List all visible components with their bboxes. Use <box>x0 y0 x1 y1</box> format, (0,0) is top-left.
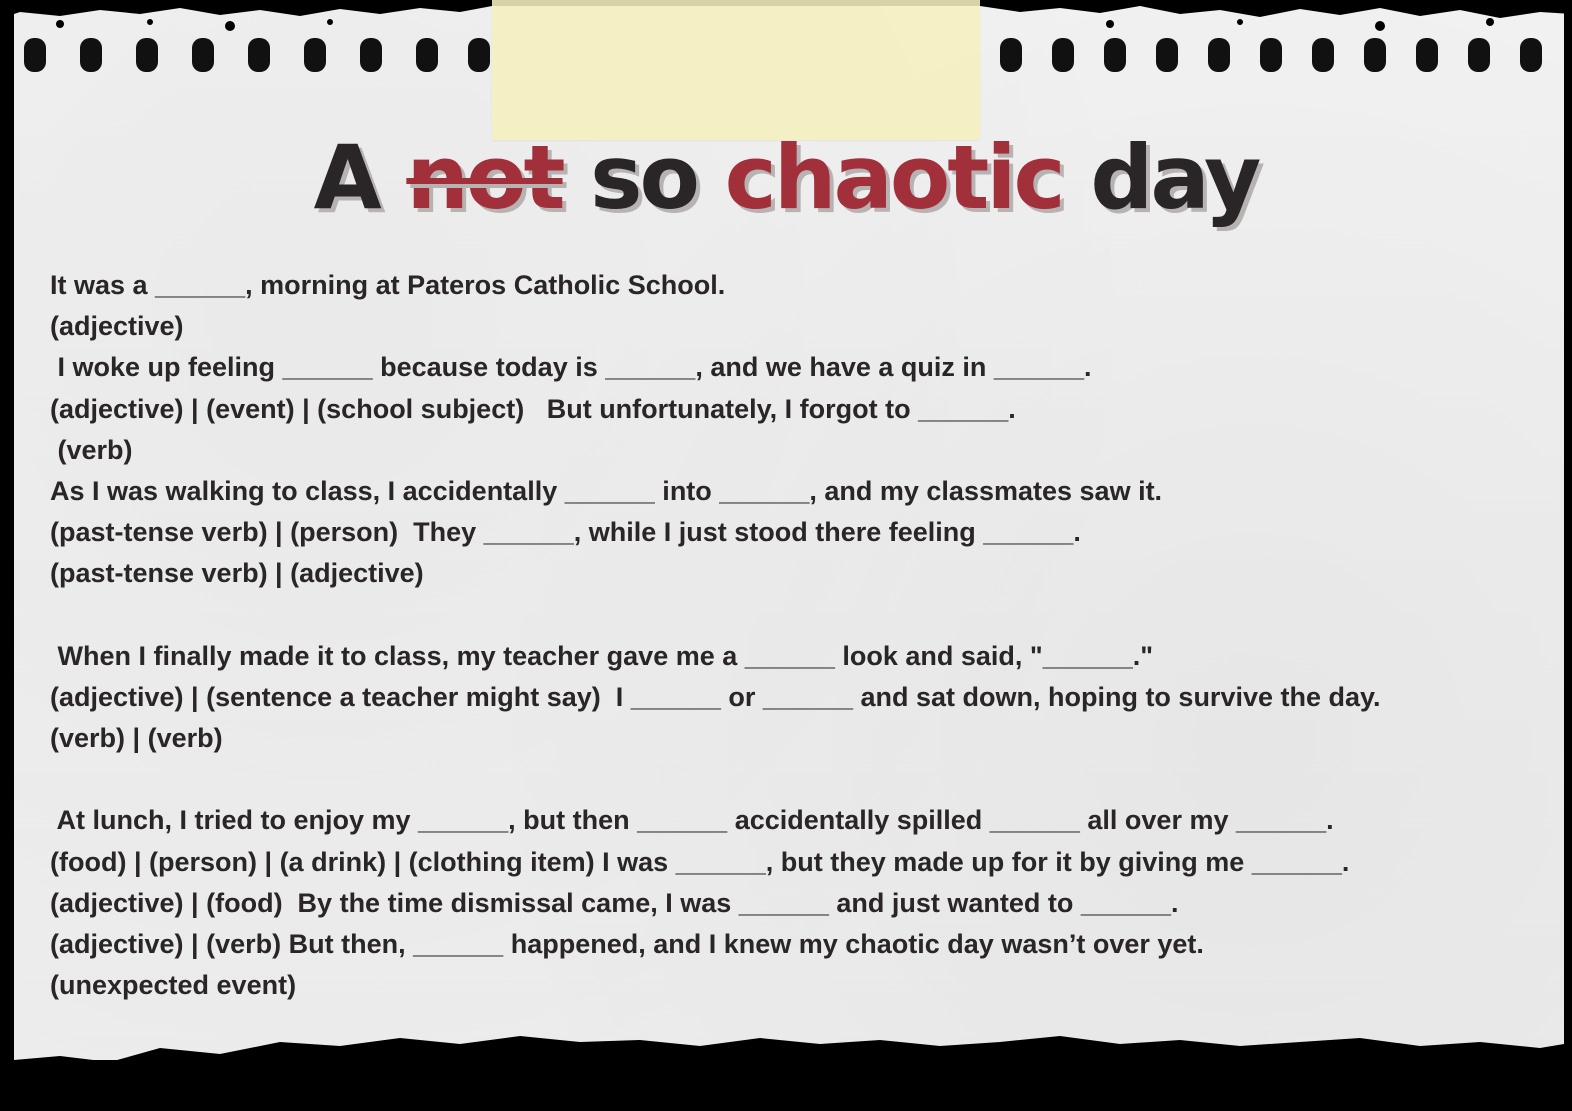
worksheet-title <box>0 128 1572 228</box>
title-word-a: A <box>313 126 379 229</box>
story-line: (adjective) | (verb) But then, ______ happened, and I knew my chaotic day wasn’t over yet. <box>50 929 1204 959</box>
torn-bottom-edge <box>0 1020 1572 1111</box>
story-line: I woke up feeling ______ because today is ______, and we have a quiz in ______. <box>50 352 1092 383</box>
story-line: When I finally made it to class, my teacher gave me a ______ look and said, "______." <box>50 640 1154 671</box>
story-line: (unexpected event) <box>50 970 297 1001</box>
story-line: (adjective) | (event) | (school subject) But unfortunately, I forgot to ______. <box>50 393 1016 424</box>
story-line: (past-tense verb) | (person) They ______, while I just stood there feeling ______. <box>50 517 1081 548</box>
story-line: (adjective) <box>50 311 184 342</box>
title-word-day: day <box>1090 126 1259 229</box>
story-line: It was a ______, morning at Pateros Catholic School. <box>50 270 726 300</box>
story-line: (food) | (person) | (a drink) | (clothing item) I was ______, but they made up for it by giving me ______. <box>50 846 1350 877</box>
story-line: (past-tense verb) | (adjective) <box>50 558 424 589</box>
story-line <box>50 759 1550 800</box>
story-line: As I was walking to class, I accidentally ______ into ______, and my classmates saw it. <box>50 475 1163 506</box>
story-line: (verb) | (verb) <box>50 723 223 754</box>
story-line: At lunch, I tried to enjoy my ______, but then ______ accidentally spilled ______ all over my ______. <box>50 805 1334 836</box>
mad-libs-story <box>50 265 1550 1006</box>
story-line: (verb) <box>50 434 133 465</box>
story-line: (adjective) | (sentence a teacher might say) I ______ or ______ and sat down, hoping to survive the day. <box>50 681 1381 712</box>
masking-tape <box>492 0 980 140</box>
title-word-chaotic: chaotic <box>724 126 1063 229</box>
title-word-so: so <box>590 126 698 229</box>
story-line: (adjective) | (food) By the time dismissal came, I was ______ and just wanted to ______. <box>50 887 1179 918</box>
title-word-not-struck: not <box>406 126 563 229</box>
story-line <box>50 595 1550 636</box>
